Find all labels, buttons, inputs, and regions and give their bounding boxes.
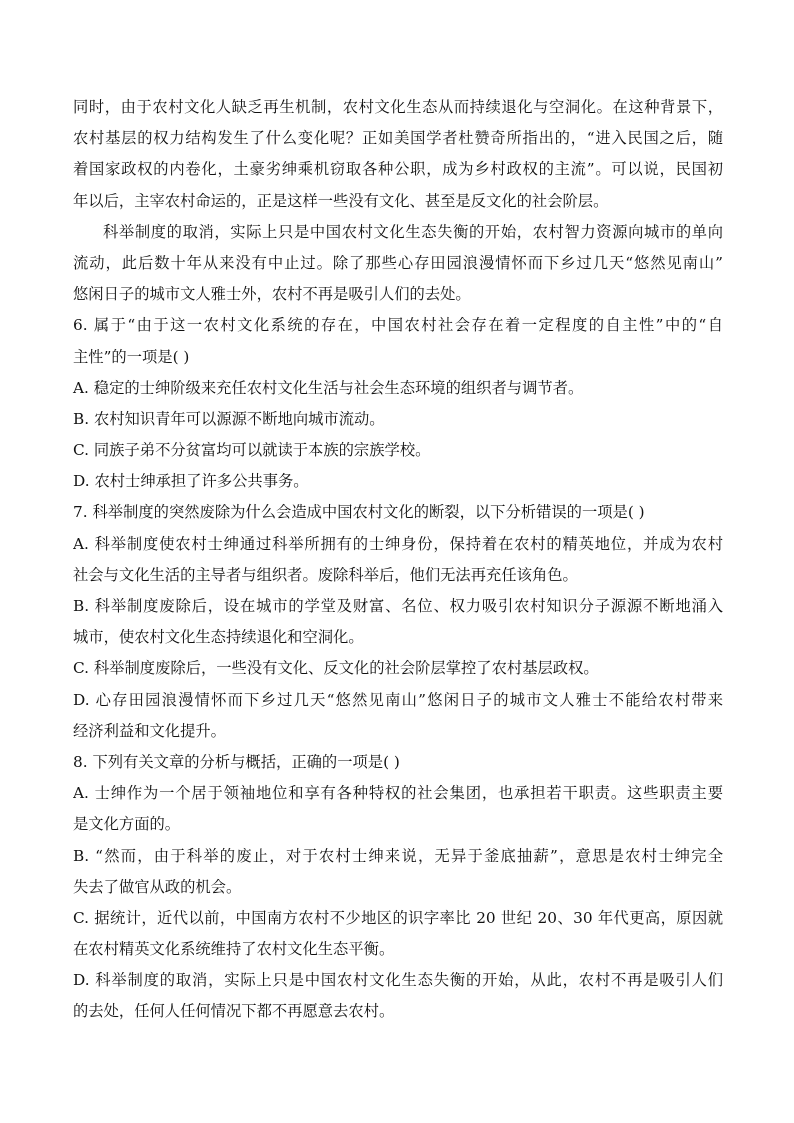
option-a: A. 科举制度使农村士绅通过科举所拥有的士绅身份，保持着在农村的精英地位，并成为农村 xyxy=(73,534,723,553)
paragraph-1 xyxy=(73,92,723,217)
question-stem: 7. 科举制度的突然废除为什么会造成中国农村文化的断裂，以下分析错误的一项是( ) xyxy=(73,503,645,522)
document-body xyxy=(73,92,723,1028)
question-6 xyxy=(73,310,723,497)
option-b-continued: 城市，使农村文化生态持续退化和空洞化。 xyxy=(73,628,364,647)
option-b: B. 科举制度废除后，设在城市的学堂及财富、名位、权力吸引农村知识分子源源不断地涌入 xyxy=(73,597,723,615)
option-d: D. 科举制度的取消，实际上只是中国农村文化生态失衡的开始，从此，农村不再是吸引人们 xyxy=(73,971,723,990)
option-d: D. 心存田园浪漫情怀而下乡过几天“悠然见南山”悠闲日子的城市文人雅士不能给农村带来 xyxy=(73,690,723,709)
text-line: 流动，此后数十年从来没有中止过。除了那些心存田园浪漫情怀而下乡过几天“悠然见南山” xyxy=(73,253,723,272)
option-b: B. 农村知识青年可以源源不断地向城市流动。 xyxy=(73,409,385,428)
text-line: 年以后，主宰农村命运的，正是这样一些没有文化、甚至是反文化的社会阶层。 xyxy=(73,191,609,210)
text-line: 科举制度的取消，实际上只是中国农村文化生态失衡的开始，农村智力资源向城市的单向 xyxy=(103,222,723,241)
option-b-continued: 失去了做官从政的机会。 xyxy=(73,877,242,896)
option-a: A. 稳定的士绅阶级来充任农村文化生活与社会生态环境的组织者与调节者。 xyxy=(73,378,584,397)
option-c: C. 据统计，近代以前，中国南方农村不少地区的识字率比 20 世纪 20、30 年代更高，原因就 xyxy=(73,908,723,927)
paragraph-2 xyxy=(73,217,723,311)
question-stem: 8. 下列有关文章的分析与概括，正确的一项是( ) xyxy=(73,752,400,771)
option-a-continued: 社会与文化生活的主导者与组织者。废除科举后，他们无法再充任该角色。 xyxy=(73,565,578,584)
question-stem: 6. 属于“由于这一农村文化系统的存在，中国农村社会存在着一定程度的自主性”中的“自 xyxy=(73,316,723,335)
option-d-continued: 经济利益和文化提升。 xyxy=(73,721,226,740)
option-c-continued: 在农村精英文化系统维持了农村文化生态平衡。 xyxy=(73,940,395,959)
option-c: C. 同族子弟不分贫富均可以就读于本族的宗族学校。 xyxy=(73,441,431,460)
text-line: 着国家政权的内卷化，土豪劣绅乘机窃取各种公职，成为乡村政权的主流”。可以说，民国初 xyxy=(73,160,723,179)
text-line: 农村基层的权力结构发生了什么变化呢？正如美国学者杜赞奇所指出的，“进入民国之后，随 xyxy=(73,129,723,148)
question-7 xyxy=(73,497,723,747)
option-a-continued: 是文化方面的。 xyxy=(73,815,181,834)
option-b: B. “然而，由于科举的废止，对于农村士绅来说，无异于釜底抽薪”，意思是农村士绅完全 xyxy=(73,846,723,865)
option-a: A. 士绅作为一个居于领袖地位和享有各种特权的社会集团，也承担若干职责。这些职责主要 xyxy=(73,784,723,803)
question-8 xyxy=(73,747,723,1028)
text-line: 同时，由于农村文化人缺乏再生机制，农村文化生态从而持续退化与空洞化。在这种背景下， xyxy=(73,98,723,116)
option-d: D. 农村士绅承担了许多公共事务。 xyxy=(73,472,309,491)
option-d-continued: 的去处，任何人任何情况下都不再愿意去农村。 xyxy=(73,1002,395,1021)
text-line: 悠闲日子的城市文人雅士外，农村不再是吸引人们的去处。 xyxy=(73,285,471,304)
question-stem: 主性”的一项是( ) xyxy=(73,347,190,366)
option-c: C. 科举制度废除后，一些没有文化、反文化的社会阶层掌控了农村基层政权。 xyxy=(73,659,599,678)
